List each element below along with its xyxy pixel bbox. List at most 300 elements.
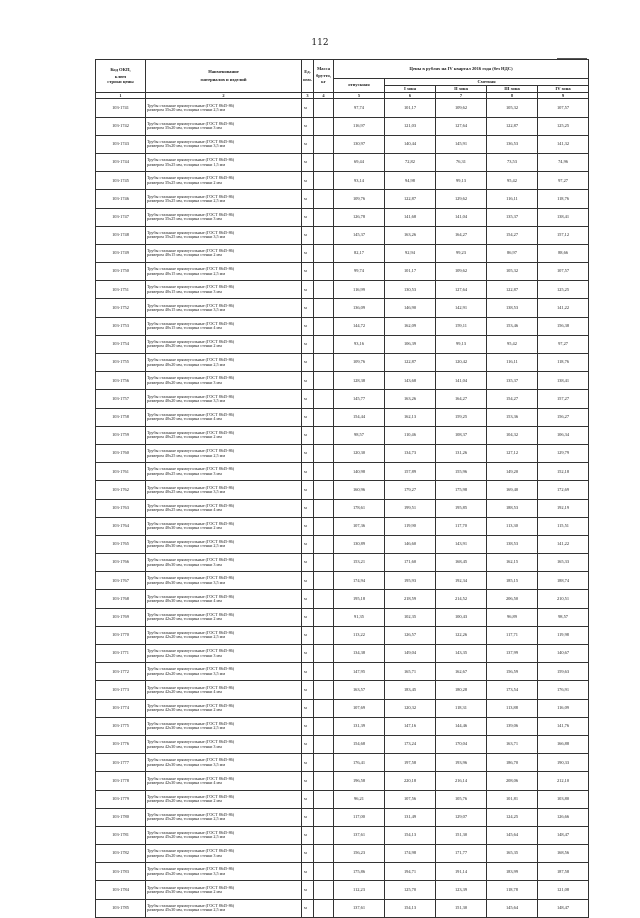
row-name-line: Трубы стальные прямоугольные (ГОСТ 8645-86) (147, 102, 235, 108)
row-code: 103-1775 (96, 717, 146, 735)
row-mass (314, 845, 334, 863)
row-price-zone-4: 97,27 (538, 335, 589, 353)
row-name-line: размером 40х20 мм, толщина стенки 2,5 мм (147, 361, 225, 367)
row-unit: м (302, 845, 314, 863)
row-name-line: Трубы стальные прямоугольные (ГОСТ 8645-86) (147, 757, 235, 763)
col-number: 7 (436, 93, 487, 99)
row-name-line: Трубы стальные прямоугольные (ГОСТ 8645-86) (147, 884, 235, 890)
row-price-zone-2: 191,14 (436, 863, 487, 881)
row-price-zone-3: 95,42 (487, 335, 538, 353)
row-price-zone-4: 97,27 (538, 172, 589, 190)
row-base-price: 174,94 (334, 572, 385, 590)
row-name (146, 663, 302, 681)
row-price-zone-1: 101,17 (385, 263, 436, 281)
row-price-zone-1: 110,46 (385, 426, 436, 444)
row-price-zone-2: 120,42 (436, 354, 487, 372)
table-row (96, 463, 589, 481)
row-unit: м (302, 463, 314, 481)
row-name-line: размером 40х30 мм, толщина стенки 2,5 мм (147, 543, 225, 549)
row-name-line: Трубы стальные прямоугольные (ГОСТ 8645-86) (147, 575, 235, 581)
row-price-zone-2: 164,27 (436, 226, 487, 244)
col-number: 4 (314, 93, 334, 99)
row-price-zone-2: 175,98 (436, 481, 487, 499)
row-name-line: размером 42х20 мм, толщина стенки 4 мм (147, 688, 222, 694)
row-price-zone-1: 92,94 (385, 244, 436, 262)
row-name-line: Трубы стальные прямоугольные (ГОСТ 8645-86) (147, 429, 235, 435)
row-mass (314, 645, 334, 663)
table-row (96, 99, 589, 117)
row-price-zone-3: 149,20 (487, 463, 538, 481)
row-base-price: 82,17 (334, 244, 385, 262)
row-base-price: 98,57 (334, 426, 385, 444)
row-price-zone-1: 154,13 (385, 826, 436, 844)
row-price-zone-2: 170,04 (436, 735, 487, 753)
row-code: 103-1760 (96, 444, 146, 462)
row-unit: м (302, 572, 314, 590)
row-code: 103-1777 (96, 754, 146, 772)
row-code: 103-1778 (96, 772, 146, 790)
row-price-zone-1: 174,98 (385, 845, 436, 863)
row-name (146, 481, 302, 499)
header-zone-1: I зона (385, 86, 436, 93)
row-name-line: размером 35х25 мм, толщина стенки 3 мм (147, 216, 222, 222)
row-price-zone-4: 148,47 (538, 826, 589, 844)
row-unit: м (302, 226, 314, 244)
row-price-zone-1: 157,89 (385, 463, 436, 481)
row-price-zone-4: 107,57 (538, 263, 589, 281)
row-name-line: размером 40х25 мм, толщина стенки 3 мм (147, 470, 222, 476)
row-price-zone-2: 127,64 (436, 117, 487, 135)
row-price-zone-1: 120,32 (385, 699, 436, 717)
row-code: 103-1745 (96, 172, 146, 190)
row-base-price: 93,14 (334, 172, 385, 190)
table-row (96, 372, 589, 390)
row-name-line: размером 35х20 мм, толщина стенки 3 мм (147, 125, 222, 131)
row-code: 103-1749 (96, 244, 146, 262)
row-price-zone-1: 134,73 (385, 444, 436, 462)
row-mass (314, 99, 334, 117)
row-code: 103-1779 (96, 790, 146, 808)
row-price-zone-4: 159,63 (538, 663, 589, 681)
row-name-line: размером 45х20 мм, толщина стенки 2 мм (147, 798, 222, 804)
row-code: 103-1746 (96, 190, 146, 208)
row-name (146, 790, 302, 808)
row-price-zone-4: 74,96 (538, 153, 589, 171)
row-name-line: Трубы стальные прямоугольные (ГОСТ 8645-86) (147, 466, 235, 472)
row-base-price: 91,35 (334, 608, 385, 626)
row-code: 103-1755 (96, 354, 146, 372)
row-name (146, 99, 302, 117)
row-base-price: 131,39 (334, 717, 385, 735)
row-price-zone-2: 214,52 (436, 590, 487, 608)
row-name-line: Трубы стальные прямоугольные (ГОСТ 8645-86) (147, 320, 235, 326)
row-name-line: размером 45х20 мм, толщина стенки 2,5 мм (147, 834, 225, 840)
row-unit: м (302, 754, 314, 772)
row-price-zone-4: 148,47 (538, 899, 589, 917)
row-mass (314, 117, 334, 135)
table-row (96, 590, 589, 608)
row-name-line: размером 40х20 мм, толщина стенки 3,5 мм (147, 397, 225, 403)
row-name (146, 608, 302, 626)
row-base-price: 126,78 (334, 208, 385, 226)
row-name-line: Трубы стальные прямоугольные (ГОСТ 8645-86) (147, 720, 235, 726)
row-price-zone-3: 138,53 (487, 299, 538, 317)
row-mass (314, 444, 334, 462)
row-name (146, 645, 302, 663)
row-price-zone-1: 154,13 (385, 899, 436, 917)
row-name (146, 572, 302, 590)
row-price-zone-3: 165,35 (487, 845, 538, 863)
table-row (96, 681, 589, 699)
row-price-zone-4: 157,27 (538, 390, 589, 408)
row-name-line: размером 40х30 мм, толщина стенки 2 мм (147, 525, 222, 531)
row-price-zone-2: 164,27 (436, 390, 487, 408)
row-mass (314, 572, 334, 590)
row-price-zone-3: 145,64 (487, 826, 538, 844)
row-code: 103-1785 (96, 899, 146, 917)
row-code: 103-1771 (96, 645, 146, 663)
row-unit: м (302, 263, 314, 281)
row-price-zone-4: 192,19 (538, 499, 589, 517)
row-unit: м (302, 153, 314, 171)
row-price-zone-2: 118,31 (436, 699, 487, 717)
row-mass (314, 172, 334, 190)
row-price-zone-4: 103,80 (538, 790, 589, 808)
row-price-zone-1: 218,59 (385, 590, 436, 608)
row-mass (314, 554, 334, 572)
row-unit: м (302, 190, 314, 208)
row-price-zone-3: 105,32 (487, 99, 538, 117)
row-base-price: 145,37 (334, 226, 385, 244)
row-price-zone-4: 210,51 (538, 590, 589, 608)
row-unit: м (302, 717, 314, 735)
row-name (146, 172, 302, 190)
row-unit: м (302, 735, 314, 753)
row-base-price: 163,57 (334, 681, 385, 699)
row-base-price: 107,69 (334, 699, 385, 717)
row-name-line: Трубы стальные прямоугольные (ГОСТ 8645-86) (147, 648, 235, 654)
row-code: 103-1762 (96, 481, 146, 499)
col-number: 9 (538, 93, 589, 99)
row-price-zone-3: 116,11 (487, 190, 538, 208)
row-price-zone-4: 115,51 (538, 517, 589, 535)
row-unit: м (302, 354, 314, 372)
row-code: 103-1776 (96, 735, 146, 753)
row-mass (314, 590, 334, 608)
header-mass: Масса брутто, кг (314, 60, 334, 93)
row-price-zone-4: 98,57 (538, 608, 589, 626)
row-name-line: Трубы стальные прямоугольные (ГОСТ 8645-86) (147, 811, 235, 817)
row-unit: м (302, 772, 314, 790)
row-code: 103-1773 (96, 681, 146, 699)
row-base-price: 137,61 (334, 899, 385, 917)
row-price-zone-4: 138,41 (538, 372, 589, 390)
row-unit: м (302, 281, 314, 299)
row-name (146, 735, 302, 753)
row-price-zone-4: 141,32 (538, 135, 589, 153)
row-unit: м (302, 790, 314, 808)
row-price-zone-2: 99,13 (436, 335, 487, 353)
row-price-zone-4: 141,76 (538, 717, 589, 735)
row-price-zone-2: 155,96 (436, 463, 487, 481)
row-price-zone-4: 119,98 (538, 626, 589, 644)
row-mass (314, 208, 334, 226)
row-name (146, 226, 302, 244)
row-code: 103-1780 (96, 808, 146, 826)
row-price-zone-1: 146,90 (385, 299, 436, 317)
table-row (96, 808, 589, 826)
row-name-line: размером 42х30 мм, толщина стенки 4 мм (147, 779, 222, 785)
row-mass (314, 772, 334, 790)
row-mass (314, 790, 334, 808)
table-body (96, 99, 589, 917)
row-name-line: Трубы стальные прямоугольные (ГОСТ 8645-86) (147, 138, 235, 144)
row-code: 103-1774 (96, 699, 146, 717)
row-mass (314, 135, 334, 153)
row-base-price: 136,09 (334, 299, 385, 317)
row-price-zone-1: 101,17 (385, 99, 436, 117)
price-table (95, 59, 589, 918)
row-price-zone-3: 186,70 (487, 754, 538, 772)
row-name (146, 372, 302, 390)
row-base-price: 176,41 (334, 754, 385, 772)
row-unit: м (302, 590, 314, 608)
row-price-zone-1: 72,82 (385, 153, 436, 171)
row-unit: м (302, 208, 314, 226)
row-base-price: 140,98 (334, 463, 385, 481)
row-price-zone-1: 171,60 (385, 554, 436, 572)
row-price-zone-2: 142,91 (436, 299, 487, 317)
row-price-zone-4: 166,88 (538, 735, 589, 753)
row-base-price: 196,58 (334, 772, 385, 790)
row-name-line: Трубы стальные прямоугольные (ГОСТ 8645-86) (147, 193, 235, 199)
col-number: 8 (487, 93, 538, 99)
row-price-zone-3: 122,87 (487, 281, 538, 299)
row-code: 103-1782 (96, 845, 146, 863)
row-mass (314, 826, 334, 844)
row-price-zone-2: 76,31 (436, 153, 487, 171)
table-row (96, 172, 589, 190)
row-price-zone-1: 162,09 (385, 317, 436, 335)
row-price-zone-4: 106,34 (538, 426, 589, 444)
row-price-zone-3: 113,30 (487, 517, 538, 535)
row-code: 103-1781 (96, 826, 146, 844)
row-price-zone-2: 159,11 (436, 317, 487, 335)
row-unit: м (302, 645, 314, 663)
row-unit: м (302, 426, 314, 444)
row-price-zone-3: 135,37 (487, 208, 538, 226)
row-price-zone-4: 187,58 (538, 863, 589, 881)
row-name-line: Трубы стальные прямоугольные (ГОСТ 8645-86) (147, 684, 235, 690)
row-base-price: 120,30 (334, 444, 385, 462)
row-base-price: 195,18 (334, 590, 385, 608)
row-price-zone-3: 73,53 (487, 153, 538, 171)
row-price-zone-3: 118,78 (487, 881, 538, 899)
row-price-zone-2: 151,30 (436, 899, 487, 917)
row-price-zone-3: 154,27 (487, 390, 538, 408)
row-mass (314, 299, 334, 317)
row-mass (314, 281, 334, 299)
row-code: 103-1761 (96, 463, 146, 481)
row-price-zone-3: 101,81 (487, 790, 538, 808)
row-price-zone-2: 99,13 (436, 172, 487, 190)
row-unit: м (302, 408, 314, 426)
row-mass (314, 626, 334, 644)
table-row (96, 190, 589, 208)
row-price-zone-1: 107,56 (385, 790, 436, 808)
row-code: 103-1759 (96, 426, 146, 444)
row-base-price: 154,44 (334, 408, 385, 426)
row-name-line: Трубы стальные прямоугольные (ГОСТ 8645-86) (147, 266, 235, 272)
row-code: 103-1743 (96, 135, 146, 153)
row-price-zone-1: 220,18 (385, 772, 436, 790)
table-row (96, 608, 589, 626)
header-base-price: отпускная (334, 79, 385, 93)
row-unit: м (302, 608, 314, 626)
row-name-line: Трубы стальные прямоугольные (ГОСТ 8645-86) (147, 830, 235, 836)
row-price-zone-2: 162,67 (436, 663, 487, 681)
row-price-zone-3: 138,53 (487, 535, 538, 553)
row-price-zone-3: 185,15 (487, 572, 538, 590)
row-mass (314, 390, 334, 408)
row-code: 103-1769 (96, 608, 146, 626)
row-name-line: размером 42х30 мм, толщина стенки 2,5 мм (147, 725, 225, 731)
row-base-price: 175,86 (334, 863, 385, 881)
row-base-price: 130,89 (334, 535, 385, 553)
row-name-line: Трубы стальные прямоугольные (ГОСТ 8645-86) (147, 375, 235, 381)
row-name (146, 153, 302, 171)
row-code: 103-1741 (96, 99, 146, 117)
row-price-zone-4: 121,08 (538, 881, 589, 899)
row-price-zone-3: 122,87 (487, 117, 538, 135)
col-number: 6 (385, 93, 436, 99)
table-row (96, 444, 589, 462)
row-code: 103-1742 (96, 117, 146, 135)
row-price-zone-2: 195,85 (436, 499, 487, 517)
row-price-zone-4: 165,33 (538, 554, 589, 572)
row-price-zone-4: 176,91 (538, 681, 589, 699)
row-base-price: 160,96 (334, 481, 385, 499)
row-price-zone-4: 118,76 (538, 190, 589, 208)
row-name-line: Трубы стальные прямоугольные (ГОСТ 8645-86) (147, 411, 235, 417)
row-price-zone-2: 180,28 (436, 681, 487, 699)
row-name-line: Трубы стальные прямоугольные (ГОСТ 8645-86) (147, 357, 235, 363)
row-name (146, 681, 302, 699)
row-mass (314, 244, 334, 262)
row-price-zone-3: 162,15 (487, 554, 538, 572)
row-mass (314, 881, 334, 899)
row-mass (314, 263, 334, 281)
row-price-zone-3: 139,06 (487, 717, 538, 735)
table-row (96, 699, 589, 717)
row-name (146, 426, 302, 444)
header-zone-price: Сметная (385, 79, 589, 86)
row-code: 103-1783 (96, 863, 146, 881)
row-mass (314, 335, 334, 353)
row-price-zone-4: 140,67 (538, 645, 589, 663)
row-name-line: размером 42х20 мм, толщина стенки 2 мм (147, 616, 222, 622)
row-unit: м (302, 517, 314, 535)
table-row (96, 208, 589, 226)
table-row (96, 299, 589, 317)
row-base-price: 96,21 (334, 790, 385, 808)
row-price-zone-3: 169,40 (487, 481, 538, 499)
row-code: 103-1753 (96, 317, 146, 335)
table-row (96, 281, 589, 299)
row-price-zone-1: 122,87 (385, 190, 436, 208)
row-price-zone-1: 125,70 (385, 881, 436, 899)
row-price-zone-1: 173,24 (385, 735, 436, 753)
table-row (96, 153, 589, 171)
row-name-line: Трубы стальные прямоугольные (ГОСТ 8645-86) (147, 502, 235, 508)
row-name-line: Трубы стальные прямоугольные (ГОСТ 8645-86) (147, 557, 235, 563)
row-price-zone-2: 171,77 (436, 845, 487, 863)
row-price-zone-3: 116,11 (487, 354, 538, 372)
row-price-zone-1: 119,90 (385, 517, 436, 535)
row-price-zone-1: 141,68 (385, 208, 436, 226)
row-name-line: размером 40х15 мм, толщина стенки 2,5 мм (147, 270, 225, 276)
row-unit: м (302, 826, 314, 844)
row-price-zone-1: 147,16 (385, 717, 436, 735)
row-name-line: Трубы стальные прямоугольные (ГОСТ 8645-86) (147, 248, 235, 254)
row-mass (314, 372, 334, 390)
row-price-zone-1: 143,68 (385, 372, 436, 390)
row-name (146, 772, 302, 790)
table-row (96, 899, 589, 917)
row-price-zone-2: 143,35 (436, 645, 487, 663)
row-base-price: 99,74 (334, 263, 385, 281)
row-price-zone-3: 145,64 (487, 899, 538, 917)
row-mass (314, 808, 334, 826)
row-price-zone-4: 157,12 (538, 226, 589, 244)
row-price-zone-2: 141,04 (436, 208, 487, 226)
row-name (146, 535, 302, 553)
row-price-zone-4: 172,69 (538, 481, 589, 499)
header-zone-2: II зона (436, 86, 487, 93)
row-price-zone-1: 102,35 (385, 608, 436, 626)
row-price-zone-4: 116,09 (538, 699, 589, 717)
row-name-line: размером 42х30 мм, толщина стенки 3,5 мм (147, 761, 225, 767)
row-price-zone-4: 126,66 (538, 808, 589, 826)
row-price-zone-2: 141,04 (436, 372, 487, 390)
row-code: 103-1744 (96, 153, 146, 171)
row-unit: м (302, 626, 314, 644)
row-mass (314, 863, 334, 881)
row-price-zone-2: 117,70 (436, 517, 487, 535)
row-mass (314, 535, 334, 553)
row-mass (314, 735, 334, 753)
row-name-line: Трубы стальные прямоугольные (ГОСТ 8645-86) (147, 339, 235, 344)
table-row (96, 845, 589, 863)
row-unit: м (302, 499, 314, 517)
row-price-zone-1: 162,13 (385, 408, 436, 426)
row-mass (314, 499, 334, 517)
table-row (96, 735, 589, 753)
row-name-line: размером 40х20 мм, толщина стенки 3 мм (147, 379, 222, 385)
row-unit: м (302, 699, 314, 717)
row-mass (314, 153, 334, 171)
row-price-zone-3: 135,37 (487, 372, 538, 390)
row-name-line: размером 35х25 мм, толщина стенки 3,5 мм (147, 234, 225, 240)
row-price-zone-2: 109,62 (436, 99, 487, 117)
row-name-line: Трубы стальные прямоугольные (ГОСТ 8645-86) (147, 448, 235, 454)
row-name-line: размером 40х25 мм, толщина стенки 3,5 мм (147, 488, 225, 494)
row-price-zone-4: 156,27 (538, 408, 589, 426)
row-mass (314, 317, 334, 335)
row-name-line: Трубы стальные прямоугольные (ГОСТ 8645-86) (147, 539, 235, 545)
row-code: 103-1757 (96, 390, 146, 408)
row-price-zone-1: 194,71 (385, 863, 436, 881)
